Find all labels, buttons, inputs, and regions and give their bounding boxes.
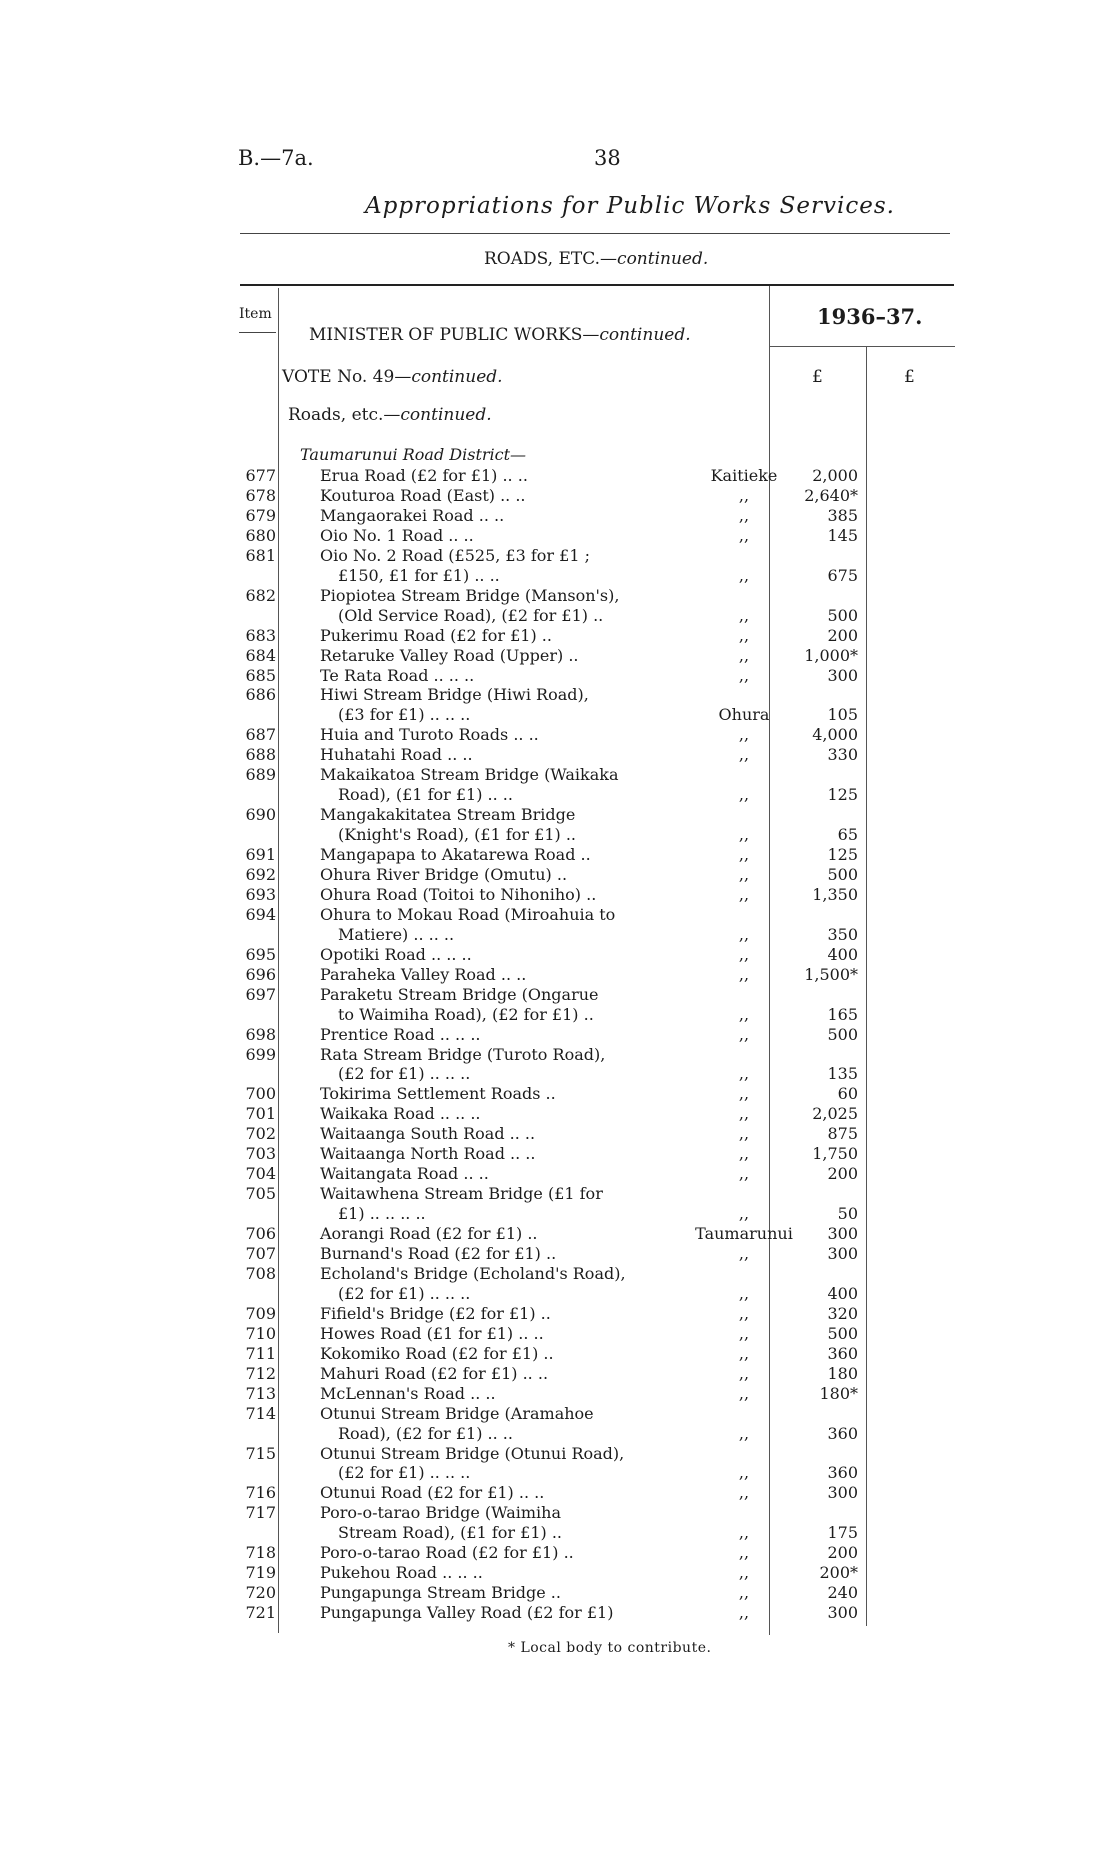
district-area: ,, (738, 725, 750, 745)
table-row (0, 1583, 1114, 1603)
item-description: (£3 for £1) .. .. .. (338, 705, 471, 725)
district-area: ,, (738, 1343, 750, 1363)
amount: 330 (827, 745, 858, 765)
item-description: Pukerimu Road (£2 for £1) .. (320, 625, 552, 645)
table-row (0, 1164, 1114, 1184)
table-row (0, 1224, 1114, 1244)
item-number: 714 (245, 1403, 276, 1423)
item-number: 705 (245, 1184, 276, 1204)
amount: 105 (827, 705, 858, 725)
item-description: Poro-o-tarao Bridge (Waimiha (320, 1503, 561, 1523)
item-number: 704 (245, 1164, 276, 1184)
item-description: Poro-o-tarao Road (£2 for £1) .. (320, 1543, 574, 1563)
item-description: Opotiki Road .. .. .. (320, 944, 472, 964)
table-row (0, 865, 1114, 885)
currency-symbol: £ (812, 367, 823, 387)
district-area: ,, (738, 525, 750, 545)
year-heading: 1936–37. (817, 304, 923, 329)
item-description: Mangaorakei Road .. .. (320, 505, 505, 525)
item-description: Oio No. 1 Road .. .. (320, 525, 474, 545)
item-number: 710 (245, 1323, 276, 1343)
item-description: Pungapunga Valley Road (£2 for £1) (320, 1603, 614, 1623)
district-area: ,, (738, 1104, 750, 1124)
item-header-rule (239, 332, 276, 333)
item-number: 700 (245, 1084, 276, 1104)
district-area: ,, (738, 1244, 750, 1264)
table-row (0, 1264, 1114, 1304)
item-description: (Old Service Road), (£2 for £1) .. (338, 605, 604, 625)
district-area: ,, (738, 1323, 750, 1343)
amount: 300 (827, 665, 858, 685)
table-row (0, 885, 1114, 905)
item-description: Retaruke Valley Road (Upper) .. (320, 645, 579, 665)
item-number: 689 (245, 765, 276, 785)
table-row (0, 805, 1114, 845)
table-row (0, 1384, 1114, 1404)
item-description: Hiwi Stream Bridge (Hiwi Road), (320, 685, 589, 705)
item-number: 716 (245, 1483, 276, 1503)
district-area: ,, (738, 1144, 750, 1164)
district-area: ,, (738, 665, 750, 685)
amount: 385 (827, 505, 858, 525)
district-area: ,, (738, 845, 750, 865)
minister-plain: MINISTER OF PUBLIC WORKS— (309, 325, 600, 345)
item-column-header: Item (239, 306, 272, 322)
amount: 50 (837, 1204, 858, 1224)
item-number: 718 (245, 1543, 276, 1563)
amount: 500 (827, 605, 858, 625)
item-number: 703 (245, 1144, 276, 1164)
item-number: 698 (245, 1024, 276, 1044)
district-area: ,, (738, 1004, 750, 1024)
amount: 400 (827, 1283, 858, 1303)
district-area: ,, (738, 884, 750, 904)
item-number: 721 (245, 1603, 276, 1623)
district-area: ,, (738, 625, 750, 645)
amount: 125 (827, 785, 858, 805)
district-area: ,, (738, 944, 750, 964)
district-area: ,, (738, 865, 750, 884)
subtitle-plain: ROADS, ETC.— (484, 249, 618, 269)
table-row (0, 1084, 1114, 1104)
table-row (0, 626, 1114, 646)
item-description: Paraheka Valley Road .. .. (320, 964, 527, 984)
amount: 175 (827, 1523, 858, 1543)
amount: 2,025 (812, 1104, 858, 1124)
item-number: 686 (245, 685, 276, 705)
item-number: 717 (245, 1503, 276, 1523)
item-number: 695 (245, 944, 276, 964)
item-number: 702 (245, 1124, 276, 1144)
district-area: ,, (738, 485, 750, 505)
item-description: (Knight's Road), (£1 for £1) .. (338, 825, 576, 845)
district-area: ,, (738, 1603, 750, 1623)
item-number: 715 (245, 1443, 276, 1463)
table-row (0, 1124, 1114, 1144)
item-description: Mangapapa to Akatarewa Road .. (320, 845, 591, 865)
table-row (0, 1244, 1114, 1264)
district-area: Taumarunui (695, 1224, 793, 1244)
district-area: ,, (738, 1583, 750, 1603)
item-number: 681 (245, 545, 276, 565)
district-area: ,, (738, 605, 750, 625)
item-description: Paraketu Stream Bridge (Ongarue (320, 984, 599, 1004)
item-description: Stream Road), (£1 for £1) .. (338, 1523, 563, 1543)
district-area: ,, (738, 1064, 750, 1084)
table-row (0, 1543, 1114, 1563)
amount: 675 (827, 565, 858, 585)
section-heading (288, 405, 492, 425)
amount: 240 (827, 1583, 858, 1603)
amount: 165 (827, 1004, 858, 1024)
item-description: Echoland's Bridge (Echoland's Road), (320, 1264, 626, 1283)
item-description: Oio No. 2 Road (£525, £3 for £1 ; (320, 545, 590, 565)
table-row (0, 586, 1114, 626)
item-description: McLennan's Road .. .. (320, 1383, 496, 1403)
currency-symbol: £ (904, 367, 915, 387)
amount: 400 (827, 944, 858, 964)
district-area: ,, (738, 1204, 750, 1224)
item-number: 688 (245, 745, 276, 765)
table-row (0, 506, 1114, 526)
table-row (0, 945, 1114, 965)
item-description: Aorangi Road (£2 for £1) .. (320, 1224, 538, 1244)
amount: 500 (827, 1323, 858, 1343)
item-description: Huia and Turoto Roads .. .. (320, 725, 539, 745)
item-description: (£2 for £1) .. .. .. (338, 1283, 471, 1303)
district-area: ,, (738, 745, 750, 765)
table-row (0, 745, 1114, 765)
item-number: 692 (245, 865, 276, 884)
item-number: 719 (245, 1563, 276, 1583)
item-description: Kouturoa Road (East) .. .. (320, 485, 526, 505)
table-top-rule (240, 284, 954, 286)
item-number: 701 (245, 1104, 276, 1124)
amount: 1,350 (812, 884, 858, 904)
item-description: Ohura to Mokau Road (Miroahuia to (320, 904, 616, 924)
item-description: Fifield's Bridge (£2 for £1) .. (320, 1303, 551, 1323)
item-number: 720 (245, 1583, 276, 1603)
page-number: 38 (594, 146, 621, 170)
item-description: Pukehou Road .. .. .. (320, 1563, 483, 1583)
table-row (0, 1603, 1114, 1623)
district-area: ,, (738, 645, 750, 665)
district-area: ,, (738, 1024, 750, 1044)
table-row (0, 1304, 1114, 1324)
amount: 1,000* (804, 645, 858, 665)
item-description: Mahuri Road (£2 for £1) .. .. (320, 1363, 549, 1383)
amount: 300 (827, 1244, 858, 1264)
item-description: Te Rata Road .. .. .. (320, 665, 475, 685)
table-row (0, 1144, 1114, 1164)
amount: 300 (827, 1483, 858, 1503)
district-area: Ohura (718, 705, 770, 725)
subtitle-italic: continued. (617, 249, 709, 269)
item-description: Waitawhena Stream Bridge (£1 for (320, 1184, 603, 1204)
amount: 60 (837, 1084, 858, 1104)
amount: 65 (837, 825, 858, 845)
item-number: 685 (245, 665, 276, 685)
item-description: Waitangata Road .. .. (320, 1164, 489, 1184)
table-row (0, 1104, 1114, 1124)
table-row (0, 526, 1114, 546)
item-description: Howes Road (£1 for £1) .. .. (320, 1323, 544, 1343)
item-description: Pungapunga Stream Bridge .. (320, 1583, 561, 1603)
item-number: 677 (245, 466, 276, 485)
amount: 500 (827, 1024, 858, 1044)
table-row (0, 546, 1114, 586)
item-number: 680 (245, 525, 276, 545)
item-description: to Waimiha Road), (£2 for £1) .. (338, 1004, 594, 1024)
item-description: Piopiotea Stream Bridge (Manson's), (320, 585, 620, 605)
district-area: ,, (738, 1164, 750, 1184)
table-row (0, 685, 1114, 725)
table-row (0, 1444, 1114, 1484)
item-description: Mangakakitatea Stream Bridge (320, 805, 576, 825)
title-rule (240, 233, 950, 234)
amount: 200 (827, 1543, 858, 1563)
district-area: ,, (738, 1383, 750, 1403)
table-row (0, 1563, 1114, 1583)
district-area: ,, (738, 964, 750, 984)
item-description: Ohura Road (Toitoi to Nihoniho) .. (320, 884, 597, 904)
district-area: ,, (738, 505, 750, 525)
item-number: 678 (245, 485, 276, 505)
footnote: * Local body to contribute. (508, 1640, 712, 1656)
amount: 145 (827, 525, 858, 545)
item-description: Matiere) .. .. .. (338, 924, 455, 944)
item-description: Waikaka Road .. .. .. (320, 1104, 481, 1124)
table-row (0, 486, 1114, 506)
table-row (0, 1045, 1114, 1085)
district-area: ,, (738, 785, 750, 805)
amount: 360 (827, 1463, 858, 1483)
item-description: (£2 for £1) .. .. .. (338, 1463, 471, 1483)
item-description: Ohura River Bridge (Omutu) .. (320, 865, 568, 884)
item-description: Kokomiko Road (£2 for £1) .. (320, 1343, 554, 1363)
item-description: Huhatahi Road .. .. (320, 745, 473, 765)
item-number: 687 (245, 725, 276, 745)
table-row (0, 765, 1114, 805)
amount: 4,000 (812, 725, 858, 745)
item-number: 696 (245, 964, 276, 984)
item-number: 683 (245, 625, 276, 645)
amount: 135 (827, 1064, 858, 1084)
page-title: Appropriations for Public Works Services. (365, 193, 895, 219)
table-row (0, 985, 1114, 1025)
item-number: 707 (245, 1244, 276, 1264)
item-description: Otunui Road (£2 for £1) .. .. (320, 1483, 545, 1503)
item-number: 682 (245, 585, 276, 605)
item-number: 699 (245, 1044, 276, 1064)
vote-italic: continued. (411, 367, 503, 387)
item-description: Tokirima Settlement Roads .. (320, 1084, 556, 1104)
amount: 180* (819, 1383, 858, 1403)
district-area: ,, (738, 1084, 750, 1104)
item-description: £150, £1 for £1) .. .. (338, 565, 500, 585)
item-number: 711 (245, 1343, 276, 1363)
district-area: ,, (738, 1563, 750, 1583)
item-number: 709 (245, 1303, 276, 1323)
district-area: ,, (738, 1463, 750, 1483)
table-row (0, 1503, 1114, 1543)
section-subtitle (484, 249, 708, 269)
district-area: ,, (738, 1523, 750, 1543)
vote-plain: VOTE No. 49— (282, 367, 412, 387)
item-description: Burnand's Road (£2 for £1) .. (320, 1244, 557, 1264)
table-row (0, 965, 1114, 985)
item-description: Otunui Stream Bridge (Otunui Road), (320, 1443, 625, 1463)
item-description: Rata Stream Bridge (Turoto Road), (320, 1044, 606, 1064)
table-row (0, 1483, 1114, 1503)
amount: 2,000 (812, 466, 858, 485)
document-reference: B.—7a. (238, 146, 314, 170)
district-area: ,, (738, 924, 750, 944)
section-plain: Roads, etc.— (288, 405, 401, 425)
item-description: Road), (£1 for £1) .. .. (338, 785, 513, 805)
amount: 360 (827, 1423, 858, 1443)
item-number: 706 (245, 1224, 276, 1244)
item-number: 691 (245, 845, 276, 865)
vote-heading (282, 367, 503, 387)
district-area: ,, (738, 565, 750, 585)
table-row (0, 666, 1114, 686)
district-area: ,, (738, 1363, 750, 1383)
table-row (0, 646, 1114, 666)
district-area: ,, (738, 825, 750, 845)
amount: 300 (827, 1603, 858, 1623)
amount: 320 (827, 1303, 858, 1323)
minister-heading (309, 325, 691, 345)
amount: 875 (827, 1124, 858, 1144)
district-heading: Taumarunui Road District— (300, 445, 527, 464)
item-number: 679 (245, 505, 276, 525)
item-number: 708 (245, 1264, 276, 1283)
year-header-rule (769, 346, 955, 347)
item-number: 697 (245, 984, 276, 1004)
item-description: (£2 for £1) .. .. .. (338, 1064, 471, 1084)
amount: 300 (827, 1224, 858, 1244)
amount: 200 (827, 625, 858, 645)
table-row (0, 466, 1114, 486)
district-area: Kaitieke (710, 466, 778, 485)
amount: 200* (819, 1563, 858, 1583)
district-area: ,, (738, 1483, 750, 1503)
minister-italic: continued. (599, 325, 691, 345)
district-area: ,, (738, 1303, 750, 1323)
item-number: 712 (245, 1363, 276, 1383)
amount: 200 (827, 1164, 858, 1184)
table-row (0, 1184, 1114, 1224)
amount: 360 (827, 1343, 858, 1363)
amount: 2,640* (804, 485, 858, 505)
table-row (0, 1344, 1114, 1364)
item-description: Erua Road (£2 for £1) .. .. (320, 466, 528, 485)
district-area: ,, (738, 1543, 750, 1563)
section-italic: continued. (400, 405, 492, 425)
district-area: ,, (738, 1423, 750, 1443)
item-number: 713 (245, 1383, 276, 1403)
item-number: 684 (245, 645, 276, 665)
amount: 125 (827, 845, 858, 865)
district-area: ,, (738, 1283, 750, 1303)
amount: 350 (827, 924, 858, 944)
table-row (0, 905, 1114, 945)
item-description: Waitaanga North Road .. .. (320, 1144, 536, 1164)
table-row (0, 845, 1114, 865)
amount: 1,750 (812, 1144, 858, 1164)
item-description: £1) .. .. .. .. (338, 1204, 426, 1224)
table-row (0, 1364, 1114, 1384)
item-number: 690 (245, 805, 276, 825)
table-row (0, 1324, 1114, 1344)
district-area: ,, (738, 1124, 750, 1144)
item-description: Otunui Stream Bridge (Aramahoe (320, 1403, 594, 1423)
item-description: Road), (£2 for £1) .. .. (338, 1423, 513, 1443)
amount: 180 (827, 1363, 858, 1383)
amount: 1,500* (804, 964, 858, 984)
table-row (0, 1025, 1114, 1045)
item-number: 693 (245, 884, 276, 904)
item-description: Waitaanga South Road .. .. (320, 1124, 536, 1144)
item-number: 694 (245, 904, 276, 924)
table-row (0, 1404, 1114, 1444)
table-row (0, 725, 1114, 745)
item-description: Makaikatoa Stream Bridge (Waikaka (320, 765, 619, 785)
amount: 500 (827, 865, 858, 884)
item-description: Prentice Road .. .. .. (320, 1024, 481, 1044)
